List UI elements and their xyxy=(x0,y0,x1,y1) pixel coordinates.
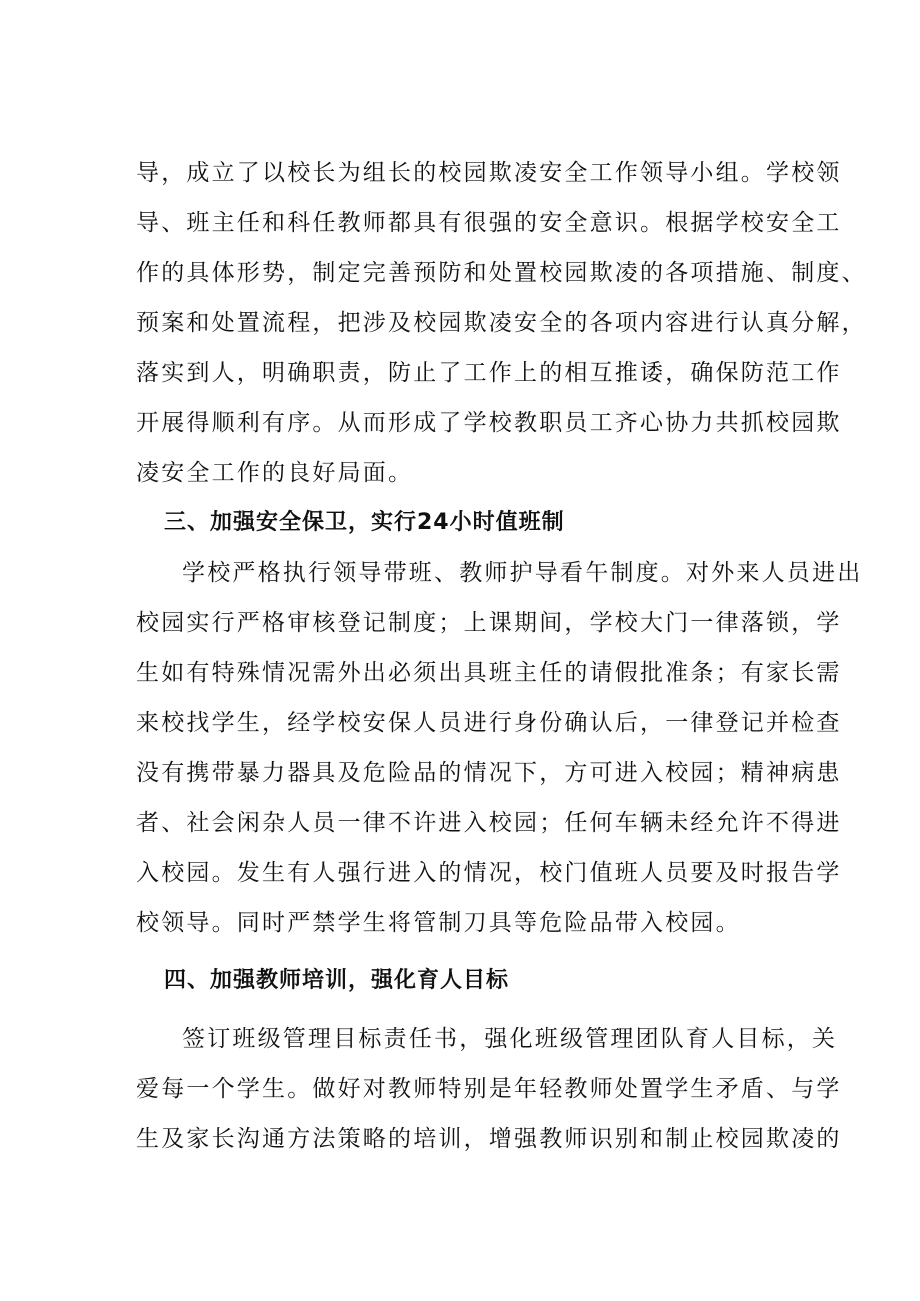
section-heading-4: 四、加强教师培训，强化育人目标 xyxy=(164,968,510,993)
text-line: 校领导。同时严禁学生将管制刀具等危险品带入校园。 xyxy=(136,910,741,936)
spacer xyxy=(136,1006,788,1014)
text-line: 入校园。发生有人强行进入的情况，校门值班人员要及时报告学 xyxy=(136,860,842,886)
paragraph-training xyxy=(136,1014,842,1164)
text-line: 校园实行严格审核登记制度；上课期间，学校大门一律落锁，学 xyxy=(136,610,842,636)
text-line: 落实到人，明确职责，防止了工作上的相互推诿，确保防范工作 xyxy=(136,360,842,386)
text-line: 生如有特殊情况需外出必须出具班主任的请假批准条；有家长需 xyxy=(136,660,842,686)
text-line: 开展得顺利有序。从而形成了学校教职员工齐心协力共抓校园欺 xyxy=(136,410,842,436)
text-line: 导，成立了以校长为组长的校园欺凌安全工作领导小组。学校领 xyxy=(136,160,842,186)
text-line: 者、社会闲杂人员一律不许进入校园；任何车辆未经允许不得进 xyxy=(136,810,842,836)
text-line: 没有携带暴力器具及危险品的情况下，方可进入校园；精神病患 xyxy=(136,760,842,786)
paragraph-security xyxy=(136,548,863,948)
text-line: 预案和处置流程，把涉及校园欺凌安全的各项内容进行认真分解， xyxy=(136,310,867,336)
text-line: 生及家长沟通方法策略的培训，增强教师识别和制止校园欺凌的 xyxy=(136,1126,842,1152)
spacer xyxy=(136,948,788,956)
text-line: 签订班级管理目标责任书，强化班级管理团队育人目标，关 xyxy=(182,1026,838,1052)
section-heading-3: 三、加强安全保卫，实行24小时值班制 xyxy=(164,510,565,535)
paragraph-leadership xyxy=(136,148,867,498)
text-line: 凌安全工作的良好局面。 xyxy=(136,460,414,486)
document-page xyxy=(136,148,867,1164)
text-line: 作的具体形势，制定完善预防和处置校园欺凌的各项措施、制度、 xyxy=(136,260,867,286)
text-line: 学校严格执行领导带班、教师护导看午制度。对外来人员进出 xyxy=(182,560,863,586)
text-line: 爱每一个学生。做好对教师特别是年轻教师处置学生矛盾、与学 xyxy=(136,1076,842,1102)
text-line: 导、班主任和科任教师都具有很强的安全意识。根据学校安全工 xyxy=(136,210,842,236)
text-line: 来校找学生，经学校安保人员进行身份确认后，一律登记并检查 xyxy=(136,710,842,736)
